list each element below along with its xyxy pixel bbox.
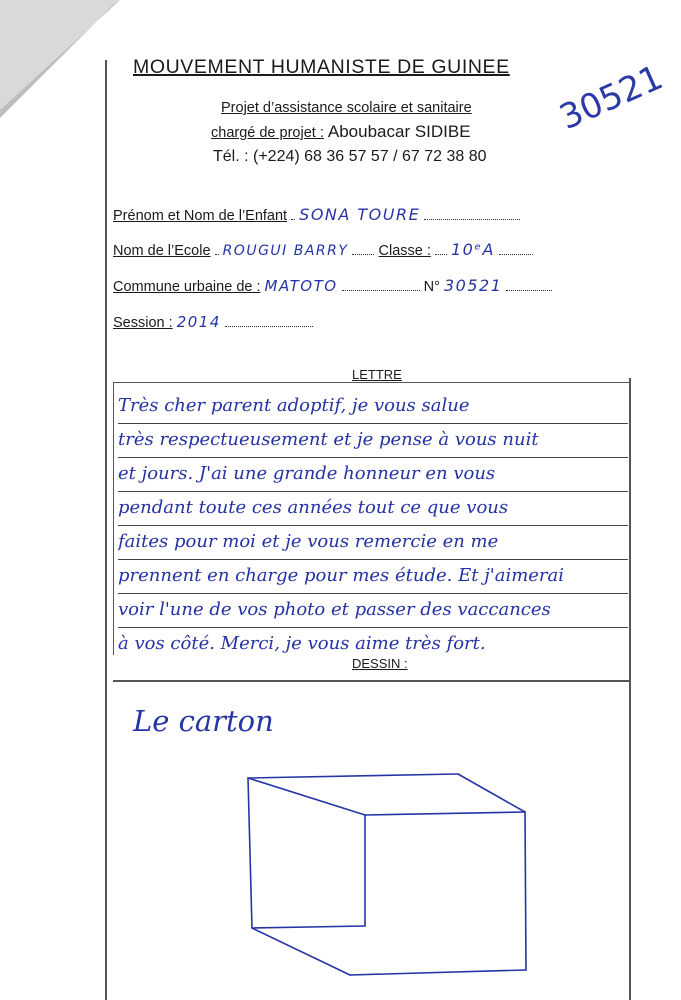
child-name-value: SONA TOURE — [299, 205, 421, 224]
dotted-line — [225, 314, 313, 327]
school-label: Nom de l’Ecole — [113, 243, 211, 259]
right-margin-line — [629, 378, 631, 1000]
dotted-line — [435, 242, 447, 255]
manager-name: Aboubacar SIDIBE — [327, 122, 471, 141]
class-value: 10ᵉA — [450, 240, 495, 259]
child-name-field — [113, 205, 520, 224]
dotted-line — [506, 278, 552, 291]
dotted-line — [291, 207, 295, 220]
session-value: 2014 — [176, 313, 221, 331]
dotted-line — [424, 207, 520, 220]
dotted-line — [352, 242, 374, 255]
letter-section-title: LETTRE — [352, 367, 402, 382]
dotted-line — [499, 242, 533, 255]
number-value: 30521 — [443, 276, 503, 295]
letter-line: Très cher parent adoptif, je vous salue — [118, 389, 628, 424]
folded-page-corner — [0, 0, 120, 130]
session-field — [113, 313, 313, 331]
drawing-section-title: DESSIN : — [352, 656, 408, 671]
letter-line: pendant toute ces années tout ce que vous — [118, 491, 628, 526]
organization-title: MOUVEMENT HUMANISTE DE GUINEE — [133, 56, 510, 78]
letter-line: faites pour moi et je vous remercie en me — [118, 525, 628, 560]
manager-label: chargé de projet : — [211, 125, 324, 141]
left-margin-line — [105, 60, 107, 1000]
child-name-label: Prénom et Nom de l’Enfant — [113, 208, 288, 224]
school-field — [113, 240, 533, 259]
dotted-line — [215, 242, 219, 255]
letter-line: voir l'une de vos photo et passer des vaccances — [118, 593, 628, 628]
phone-numbers: Tél. : (+224) 68 36 57 57 / 67 72 38 80 — [213, 148, 487, 165]
drawing-caption: Le carton — [133, 704, 274, 738]
project-manager — [211, 122, 471, 142]
letter-line: et jours. J'ai une grande honneur en vous — [118, 457, 628, 492]
handwritten-file-number: 30521 — [553, 57, 669, 138]
class-label: Classe : — [378, 243, 431, 259]
cube-drawing — [230, 760, 530, 985]
cube-edges — [248, 774, 526, 975]
commune-field — [113, 276, 552, 295]
commune-value: MATOTO — [264, 277, 338, 295]
letter-line: prennent en charge pour mes étude. Et j'aimerai — [118, 559, 628, 594]
drawing-box-top-line — [113, 680, 630, 682]
number-label: N° — [423, 279, 440, 295]
school-value: ROUGUI BARRY — [222, 243, 349, 259]
letter-line: à vos côté. Merci, je vous aime très fort. — [118, 633, 486, 654]
session-label: Session : — [113, 315, 173, 331]
project-title: Projet d’assistance scolaire et sanitaire — [221, 100, 472, 116]
letter-line: très respectueusement et je pense à vous nuit — [118, 423, 628, 458]
commune-label: Commune urbaine de : — [113, 279, 261, 295]
dotted-line — [342, 278, 420, 291]
